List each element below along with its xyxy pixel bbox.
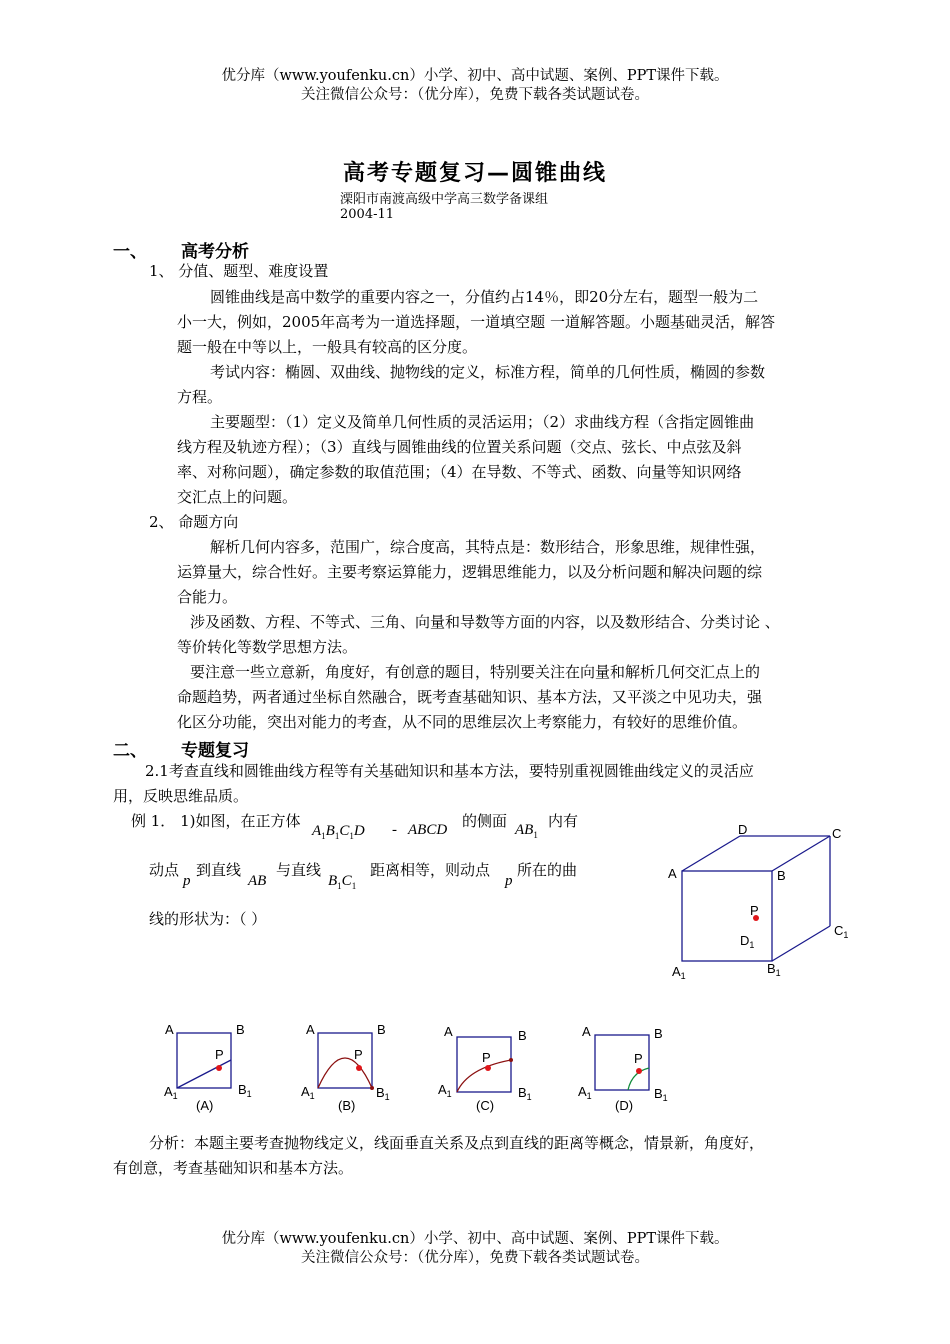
cube-label-c: C: [832, 826, 842, 841]
option-a-label: (A): [196, 1098, 214, 1113]
cube-label-a1: $A_1$: [672, 964, 686, 981]
option-b-label-a1: $A_1$: [301, 1084, 315, 1101]
paragraph-line: 2.1考查直线和圆锥曲线方程等有关基础知识和基本方法，要特别重视圆锥曲线定义的灵活应: [145, 762, 754, 780]
section-1-number: 一、: [113, 242, 147, 262]
math-line-b1c1: $B_1C_1$: [328, 873, 357, 891]
option-b-figure: [299, 1018, 409, 1118]
option-a-curve: [177, 1060, 231, 1088]
option-c-label: (C): [476, 1098, 495, 1113]
example-text: 动点: [149, 861, 180, 879]
option-c-label-b: B: [518, 1028, 527, 1043]
option-a-point: [216, 1065, 222, 1071]
paragraph-line: 率、对称问题），确定参数的取值范围；（4）在导数、不等式、函数、向量等知识网络: [177, 463, 742, 481]
option-a-label-a1: $A_1$: [164, 1084, 178, 1101]
math-point-p: p: [505, 873, 513, 889]
math-cube-name: $A_1B_1C_1D$: [312, 823, 365, 841]
option-c-label-a: A: [444, 1024, 453, 1039]
paragraph-line: 解析几何内容多，范围广，综合度高，其特点是：数形结合，形象思维，规律性强，: [210, 538, 766, 556]
footer-line-2: 关注微信公众号：（优分库），免费下载各类试题试卷。: [301, 1250, 649, 1266]
option-c-label-p: P: [482, 1050, 491, 1065]
paragraph-line: 圆锥曲线是高中数学的重要内容之一，分值约占14％，即20分左右，题型一般为二: [210, 288, 759, 306]
header-line-1: 优分库（www.youfenku.cn）小学、初中、高中试题、案例、PPT课件下载。: [221, 68, 729, 84]
option-b-label-b: B: [377, 1022, 386, 1037]
cube-label-a: A: [668, 866, 677, 881]
option-a-label-p: P: [215, 1047, 224, 1062]
paragraph-line: 用，反映思维品质。: [113, 787, 249, 805]
option-d-label-b1: $B_1$: [654, 1086, 668, 1103]
math-cube-base: ABCD: [408, 822, 448, 838]
option-a-label-b1: $B_1$: [238, 1082, 252, 1099]
cube-edge: [772, 836, 830, 871]
cube-edge: [772, 926, 830, 961]
option-b-label-p: P: [354, 1047, 363, 1062]
cube-label-d: D: [738, 822, 748, 837]
cube-label-d1: $D_1$: [740, 933, 755, 950]
paragraph-line: 考试内容：椭圆、双曲线、抛物线的定义，标准方程，简单的几何性质，椭圆的参数: [210, 363, 766, 381]
option-b-label: (B): [338, 1098, 356, 1113]
cube-edge: [682, 836, 740, 871]
cube-label-b: B: [777, 868, 786, 883]
paragraph-line: 要注意一些立意新，角度好，有创意的题目，特别要关注在向量和解析几何交汇点上的: [190, 663, 761, 681]
cube-label-c1: $C_1$: [834, 923, 849, 940]
example-text: 线的形状为：（ ）: [149, 910, 267, 928]
option-d-label-a: A: [582, 1024, 591, 1039]
paragraph-line: 小一大，例如，2005年高考为一道选择题，一道填空题 一道解答题。小题基础灵活，解答: [177, 313, 775, 331]
paragraph-line: 化区分功能，突出对能力的考查，从不同的思维层次上考察能力，有较好的思维价值。: [177, 713, 748, 731]
example-text: 距离相等，则动点: [370, 861, 491, 879]
header-line-2: 关注微信公众号：（优分库），免费下载各类试题试卷。: [301, 87, 649, 103]
section-2-heading: 专题复习: [181, 741, 249, 761]
example-text: 的侧面: [462, 812, 508, 830]
option-b-point: [356, 1065, 362, 1071]
example-text: 例 1． 1)如图，在正方体: [131, 812, 301, 830]
option-d-figure: [578, 1018, 688, 1118]
example-text: 到直线: [196, 861, 242, 879]
option-d-label: (D): [615, 1098, 634, 1113]
math-line-ab: AB: [248, 873, 267, 889]
paragraph-line: 交汇点上的问题。: [177, 488, 298, 506]
example-text: 所在的曲: [517, 861, 578, 879]
option-c-figure: [438, 1018, 548, 1118]
analysis-line: 分析：本题主要考查抛物线定义，线面垂直关系及点到直线的距离等概念，情景新，角度好，: [149, 1134, 765, 1152]
option-a-label-a: A: [165, 1022, 174, 1037]
option-d-label-p: P: [634, 1051, 643, 1066]
option-b-label-a: A: [306, 1022, 315, 1037]
option-c-label-b1: $B_1$: [518, 1085, 532, 1102]
page-title: 高考专题复习—圆锥曲线: [342, 161, 607, 186]
subtitle-date: 2004-11: [340, 207, 395, 222]
option-b-curve: [318, 1058, 372, 1088]
paragraph-line: 线方程及轨迹方程）；（3）直线与圆锥曲线的位置关系问题（交点、弦长、中点弦及斜: [177, 438, 742, 456]
section-1-item-2: 2、 命题方向: [149, 513, 239, 531]
paragraph-line: 涉及函数、方程、不等式、三角、向量和导数等方面的内容，以及数形结合、分类讨论 、: [190, 613, 780, 631]
paragraph-line: 合能力。: [177, 588, 238, 606]
cube-label-b1: $B_1$: [767, 961, 781, 978]
analysis-line: 有创意，考查基础知识和基本方法。: [113, 1159, 354, 1177]
cube-figure: [660, 818, 860, 983]
section-2-number: 二、: [113, 741, 147, 761]
option-c-label-a1: $A_1$: [438, 1082, 452, 1099]
math-point-p: p: [183, 873, 191, 889]
option-d-point: [636, 1068, 642, 1074]
paragraph-line: 运算量大，综合性好。主要考察运算能力，逻辑思维能力，以及分析问题和解决问题的综: [177, 563, 763, 581]
subtitle-school: 溧阳市南渡高级中学高三数学备课组: [340, 192, 549, 207]
section-1-heading: 高考分析: [181, 242, 249, 262]
paragraph-line: 主要题型：（1）定义及简单几何性质的灵活运用；（2）求曲线方程（含指定圆锥曲: [210, 413, 755, 431]
option-a-figure: [158, 1018, 268, 1118]
section-1-item-1: 1、 分值、题型、难度设置: [149, 262, 329, 280]
paragraph-line: 等价转化等数学思想方法。: [177, 638, 358, 656]
option-d-label-a1: $A_1$: [578, 1084, 592, 1101]
option-b-label-b1: $B_1$: [376, 1085, 390, 1102]
paragraph-line: 题一般在中等以上，一般具有较高的区分度。: [177, 338, 478, 356]
footer-line-1: 优分库（www.youfenku.cn）小学、初中、高中试题、案例、PPT课件下载。: [221, 1231, 729, 1247]
option-c-point: [485, 1065, 491, 1071]
cube-label-p: P: [750, 903, 759, 918]
math-dash: -: [392, 822, 397, 838]
math-face: $AB_1$: [515, 822, 538, 840]
paragraph-line: 命题趋势，两者通过坐标自然融合，既考查基础知识、基本方法，又平淡之中见功夫，强: [177, 688, 763, 706]
example-text: 内有: [548, 812, 579, 830]
example-text: 与直线: [276, 861, 322, 879]
option-a-label-b: B: [236, 1022, 245, 1037]
option-d-label-b: B: [654, 1026, 663, 1041]
paragraph-line: 方程。: [177, 388, 223, 406]
